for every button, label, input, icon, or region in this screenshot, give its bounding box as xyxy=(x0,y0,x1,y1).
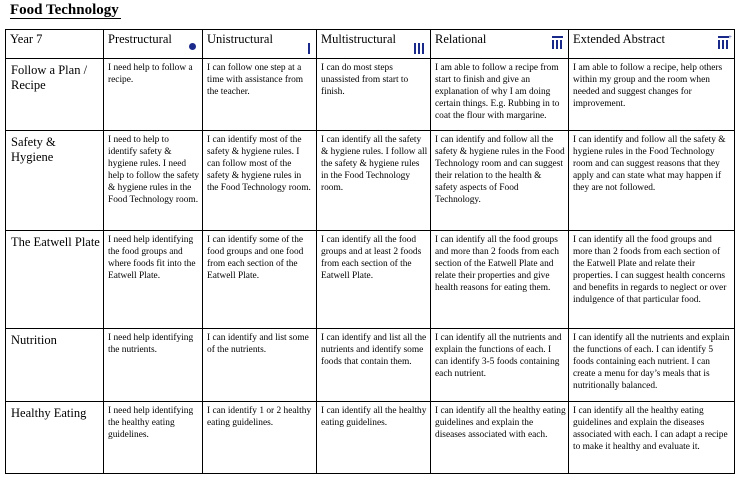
row-label: The Eatwell Plate xyxy=(6,231,104,329)
cell-relational: I can identify all the food groups and more than 2 foods from each section of the Eatwell Plate and relate their properties and give health reasons for eating them. xyxy=(431,231,569,329)
header-label: Multistructural xyxy=(321,32,396,46)
row-label: Safety & Hygiene xyxy=(6,131,104,231)
cell-prestructural: I need to help to identify safety & hygiene rules. I need help to follow the safety & hygiene rules in the Food Technology room. xyxy=(104,131,203,231)
cell-extended-abstract: I can identify all the nutrients and explain the functions of each. I can identify 5 foods containing each nutrient. I can create a menu for day’s meals that is nutritionally balanced. xyxy=(569,329,735,402)
rubric-row-follow-plan xyxy=(6,59,735,131)
cell-relational: I am able to follow a recipe from start to finish and give an explanation of why I am doing certain things. E.g. Rubbing in to coat the flour with margarine. xyxy=(431,59,569,131)
header-unistructural xyxy=(203,30,317,59)
rubric-row-nutrition xyxy=(6,329,735,402)
page-title: Food Technology xyxy=(10,2,119,18)
rubric-row-safety-hygiene xyxy=(6,131,735,231)
header-row xyxy=(6,30,735,59)
header-label: Unistructural xyxy=(207,32,273,46)
cell-multistructural: I can identify all the food groups and at least 2 foods from each section of the Eatwell Plate. xyxy=(317,231,431,329)
row-label: Healthy Eating xyxy=(6,402,104,474)
cell-multistructural: I can identify and list all the nutrients and identify some foods that contain them. xyxy=(317,329,431,402)
cell-relational: I can identify and follow all the safety & hygiene rules in the Food Technology room and can suggest their relation to the health & safety aspects of Food Technology. xyxy=(431,131,569,231)
cell-unistructural: I can follow one step at a time with assistance from the teacher. xyxy=(203,59,317,131)
three-bars-icon xyxy=(414,43,424,54)
row-label: Nutrition xyxy=(6,329,104,402)
cell-unistructural: I can identify and list some of the nutrients. xyxy=(203,329,317,402)
dot-icon xyxy=(189,43,196,50)
cell-unistructural: I can identify 1 or 2 healthy eating guidelines. xyxy=(203,402,317,474)
header-year: Year 7 xyxy=(6,30,104,59)
cell-relational: I can identify all the healthy eating guidelines and explain the diseases associated with each. xyxy=(431,402,569,474)
cell-multistructural: I can identify all the safety & hygiene rules. I follow all the safety & hygiene rules in the Food Technology room. xyxy=(317,131,431,231)
cell-multistructural: I can do most steps unassisted from start to finish. xyxy=(317,59,431,131)
header-extended-abstract xyxy=(569,30,735,59)
row-label: Follow a Plan / Recipe xyxy=(6,59,104,131)
cell-extended-abstract: I can identify and follow all the safety & hygiene rules in the Food Technology room and can suggest reasons that they apply and can state what may happen if they are not followed. xyxy=(569,131,735,231)
connected-bars-icon xyxy=(552,40,562,49)
one-bar-icon xyxy=(308,43,310,54)
cell-prestructural: I need help to follow a recipe. xyxy=(104,59,203,131)
header-relational xyxy=(431,30,569,59)
cell-extended-abstract: I am able to follow a recipe, help others within my group and the room when needed and suggest changes for improvement. xyxy=(569,59,735,131)
cell-prestructural: I need help identifying the nutrients. xyxy=(104,329,203,402)
cell-relational: I can identify all the nutrients and explain the functions of each. I can identify 3-5 foods containing each nutrient. xyxy=(431,329,569,402)
cell-extended-abstract: I can identify all the healthy eating guidelines and explain the diseases associated with each. I can adapt a recipe to make it healthy and evaluate it. xyxy=(569,402,735,474)
cell-extended-abstract: I can identify all the food groups and more than 2 foods from each section of the Eatwell Plate and relate their properties. I can suggest health concerns and benefits in regards to neglect or over indulgence of that particular food. xyxy=(569,231,735,329)
header-label: Extended Abstract xyxy=(573,32,665,46)
extended-bars-icon: + xyxy=(718,40,728,49)
cell-unistructural: I can identify most of the safety & hygiene rules. I can follow most of the safety & hygiene rules in the Food Technology room. xyxy=(203,131,317,231)
header-label: Prestructural xyxy=(108,32,172,46)
rubric-row-eatwell-plate xyxy=(6,231,735,329)
header-multistructural xyxy=(317,30,431,59)
header-label: Relational xyxy=(435,32,487,46)
cell-multistructural: I can identify all the healthy eating guidelines. xyxy=(317,402,431,474)
cell-prestructural: I need help identifying the food groups and where foods fit into the Eatwell Plate. xyxy=(104,231,203,329)
rubric-table xyxy=(5,29,735,474)
header-prestructural xyxy=(104,30,203,59)
rubric-row-healthy-eating xyxy=(6,402,735,474)
cell-unistructural: I can identify some of the food groups and one food from each section of the Eatwell Plate. xyxy=(203,231,317,329)
cell-prestructural: I need help identifying the healthy eating guidelines. xyxy=(104,402,203,474)
